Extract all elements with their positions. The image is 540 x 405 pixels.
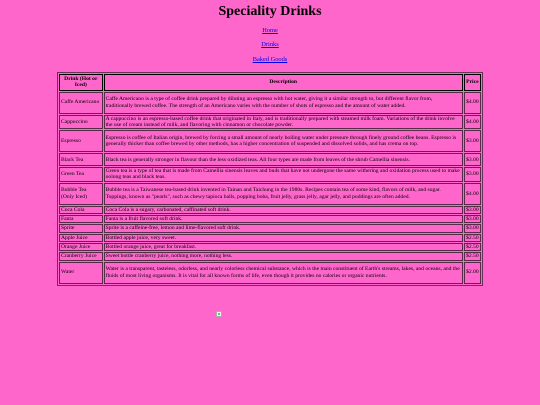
drink-price: $3.00 xyxy=(464,153,481,166)
drink-price: $4.00 xyxy=(464,92,481,114)
drink-description: Water is a transparent, tasteless, odorless, and nearly colorless chemical substance, which is the main constituent of Earth's streams, lakes, and oceans, and the fluids of most living organisms. It is vital for all known forms of life, even though it provides no calories or organic nutrients. xyxy=(104,262,463,284)
header-price: Price xyxy=(464,74,481,91)
table-row xyxy=(59,215,481,223)
drink-price: $2.50 xyxy=(464,243,481,251)
drink-name: Espresso xyxy=(59,130,103,152)
table-row xyxy=(59,252,481,260)
drink-name: Apple Juice xyxy=(59,234,103,242)
drink-price: $2.50 xyxy=(464,234,481,242)
nav-link-drinks[interactable]: Drinks xyxy=(261,41,279,48)
nav-baked-goods xyxy=(0,56,540,64)
table-row xyxy=(59,234,481,242)
drink-price: $3.00 xyxy=(464,167,481,182)
drink-name: Caffe Americano xyxy=(59,92,103,114)
drinks-table xyxy=(57,72,483,286)
nav-link-home[interactable]: Home xyxy=(262,27,278,34)
table-row xyxy=(59,115,481,130)
drink-description: Sprite is a caffeine-free, lemon and lime-flavored soft drink. xyxy=(104,224,463,232)
broken-image-icon xyxy=(216,311,222,317)
drink-name: Cappuccino xyxy=(59,115,103,130)
table-row xyxy=(59,206,481,214)
drink-name: Coca Cola xyxy=(59,206,103,214)
drink-name: Fanta xyxy=(59,215,103,223)
drink-description: Bottled orange juice, great for breakfast. xyxy=(104,243,463,251)
table-row xyxy=(59,92,481,114)
table-row xyxy=(59,130,481,152)
drink-description: Sweet bottle cranberry juice, nothing more, nothing less. xyxy=(104,252,463,260)
drink-price: $3.00 xyxy=(464,130,481,152)
table-row xyxy=(59,224,481,232)
nav-drinks xyxy=(0,41,540,49)
drink-description: Green tea is a type of tea that is made from Camellia sinensis leaves and buds that have not undergone the same withering and oxidation process used to make oolong teas and black teas. xyxy=(104,167,463,182)
header-description: Description xyxy=(104,74,463,91)
drink-price: $3.00 xyxy=(464,224,481,232)
drink-description: Fanta is a fruit flavored soft drink. xyxy=(104,215,463,223)
table-row xyxy=(59,243,481,251)
drink-name: Water xyxy=(59,262,103,284)
nav-link-baked-goods[interactable]: Baked Goods xyxy=(252,56,288,63)
table-row xyxy=(59,167,481,182)
drink-name: Sprite xyxy=(59,224,103,232)
drink-description: Black tea is generally stronger in flavour than the less oxidized teas. All four types are made from leaves of the shrub Camellia sinensis. xyxy=(104,153,463,166)
header-drink: Drink (Hot or Iced) xyxy=(59,74,103,91)
drink-name: Cranberry Juice xyxy=(59,252,103,260)
drink-name: Green Tea xyxy=(59,167,103,182)
drink-name: Black Tea xyxy=(59,153,103,166)
drink-description: Bubble tea is a Taiwanese tea-based drink invented in Tainan and Taichung in the 1980s. Recipes contain tea of some kind, flavors of milk, and sugar. Toppings, known as "pearls", such as chewy tapioca balls, popping boba, fruit jelly, grass jelly, agar jelly, and puddings are often added. xyxy=(104,183,463,205)
drink-description: Coca Cola is a sugary, carbonated, caffinated soft drink. xyxy=(104,206,463,214)
table-row xyxy=(59,262,481,284)
table-header-row xyxy=(59,74,481,91)
drink-description: Bottled apple juice, very sweet. xyxy=(104,234,463,242)
drink-price: $3.00 xyxy=(464,215,481,223)
drink-price: $4.00 xyxy=(464,115,481,130)
drink-description: A cappuccino is an espresso-based coffee drink that originated in Italy, and is traditionally prepared with steamed milk foam. Variations of the drink involve the use of cream instead of milk, and flavoring with cinnamon or chocolate powder. xyxy=(104,115,463,130)
drink-price: $3.00 xyxy=(464,206,481,214)
drink-price: $2.00 xyxy=(464,262,481,284)
nav-home xyxy=(0,27,540,35)
drink-price: $4.00 xyxy=(464,183,481,205)
table-row xyxy=(59,183,481,205)
drink-name: Orange Juice xyxy=(59,243,103,251)
drink-description: Espresso is coffee of Italian origin, brewed by forcing a small amount of nearly boiling water under pressure through finely ground coffee beans. Espresso is generally thicker than coffee brewed by other methods, has a higher concentration of suspended and dissolved solids, and has crema on top. xyxy=(104,130,463,152)
drink-price: $2.50 xyxy=(464,252,481,260)
page-title: Speciality Drinks xyxy=(218,4,322,19)
table-row xyxy=(59,153,481,166)
drink-description: Caffe Americano is a type of coffee drink prepared by diluting an espresso with hot water, giving it a similar strength to, but different flavor from, traditionally brewed coffee. The strength of an Americano varies with the number of shots of espresso and the amount of water added. xyxy=(104,92,463,114)
drink-name: Bubble Tea (Only Iced) xyxy=(59,183,103,205)
